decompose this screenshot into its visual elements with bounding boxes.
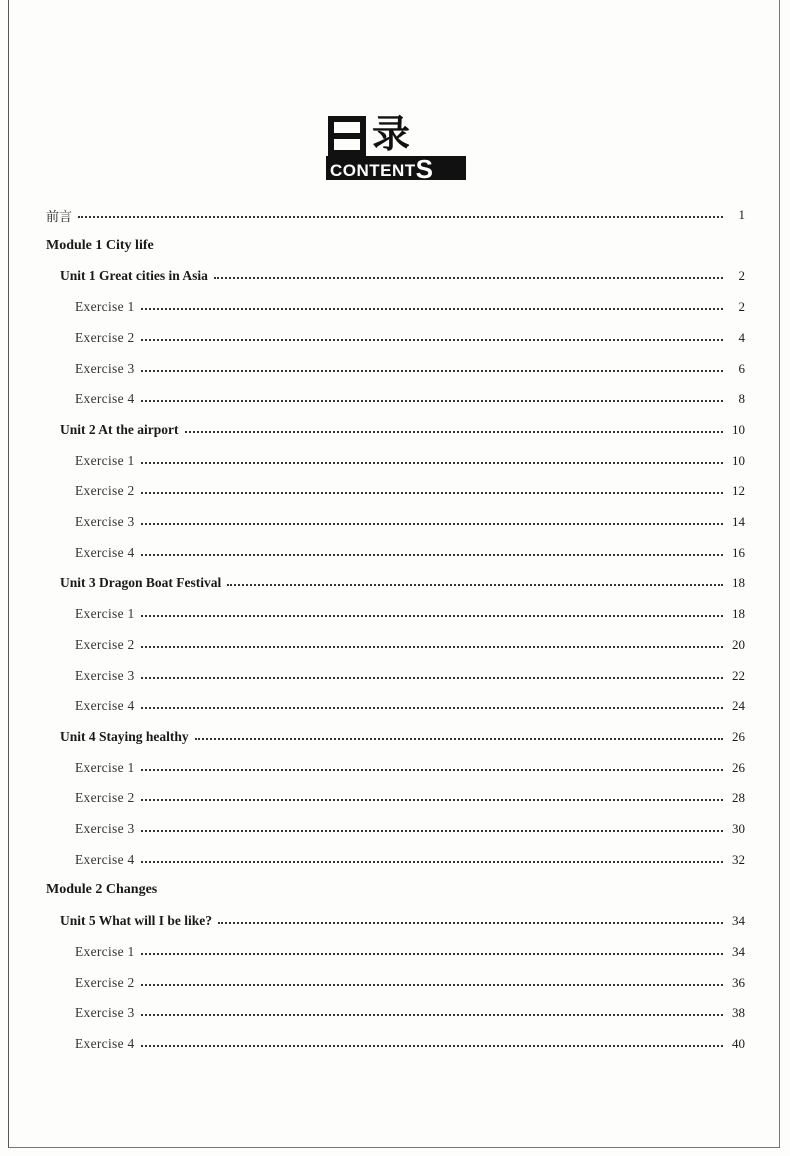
toc-row-ex [75, 634, 745, 656]
toc-label: 前言 [46, 209, 73, 225]
leader-dots [185, 431, 724, 433]
toc-label: Exercise 1 [75, 453, 135, 468]
page-number: 28 [732, 790, 745, 805]
toc-row-ex [75, 941, 745, 963]
toc-label: Exercise 1 [75, 760, 135, 775]
toc-label: Exercise 2 [75, 637, 135, 652]
toc-label: Exercise 1 [75, 606, 135, 621]
toc-row-ex [75, 757, 745, 779]
contents-banner: CONTENTS [326, 156, 466, 180]
toc-label: Exercise 2 [75, 790, 135, 805]
toc-label: Exercise 3 [75, 361, 135, 376]
page-number: 26 [732, 729, 745, 744]
toc-row-ex [75, 480, 745, 502]
leader-dots [141, 400, 723, 402]
page-number: 18 [732, 575, 745, 590]
toc-row-ex [75, 603, 745, 625]
toc-row-ex [75, 1002, 745, 1024]
title-char-mu [328, 116, 366, 156]
page-number: 20 [732, 637, 745, 652]
leader-dots [141, 370, 723, 372]
toc-row-unit [60, 572, 745, 594]
leader-dots [78, 216, 723, 218]
leader-dots [141, 799, 723, 801]
page-number: 10 [732, 422, 745, 437]
toc-label: Exercise 3 [75, 1005, 135, 1020]
toc-label: Exercise 1 [75, 299, 135, 314]
page-number: 14 [732, 514, 745, 529]
toc-row-unit [60, 726, 745, 748]
toc-label: Exercise 1 [75, 944, 135, 959]
leader-dots [141, 339, 723, 341]
leader-dots [141, 523, 723, 525]
toc-label: Exercise 4 [75, 391, 135, 406]
toc-row-ex [75, 358, 745, 380]
toc-row-pref [46, 204, 745, 226]
toc-row-unit [60, 910, 745, 932]
toc-label: Exercise 3 [75, 668, 135, 683]
toc-row-ex [75, 972, 745, 994]
toc-row-module [46, 879, 745, 901]
page-number: 22 [732, 668, 745, 683]
page-number: 10 [732, 453, 745, 468]
page-number: 18 [732, 606, 745, 621]
page-number: 38 [732, 1005, 745, 1020]
leader-dots [141, 830, 723, 832]
page-number: 16 [732, 545, 745, 560]
leader-dots [227, 584, 723, 586]
toc-row-unit [60, 419, 745, 441]
page-number: 1 [738, 207, 745, 222]
toc-label: Exercise 2 [75, 330, 135, 345]
toc-label: Exercise 2 [75, 483, 135, 498]
toc-label: Exercise 2 [75, 975, 135, 990]
toc-label: Exercise 4 [75, 852, 135, 867]
toc-label: Module 2 Changes [46, 882, 158, 897]
leader-dots [214, 277, 723, 279]
leader-dots [141, 769, 723, 771]
toc-row-ex [75, 511, 745, 533]
page-number: 32 [732, 852, 745, 867]
page-number: 4 [738, 330, 745, 345]
leader-dots [141, 615, 723, 617]
page-number: 30 [732, 821, 745, 836]
toc-label: Exercise 4 [75, 1036, 135, 1051]
toc-label: Unit 2 At the airport [60, 422, 179, 437]
toc-row-module [46, 235, 745, 257]
page-number: 2 [738, 268, 745, 283]
leader-dots [141, 984, 723, 986]
page-number: 12 [732, 483, 745, 498]
leader-dots [141, 492, 723, 494]
toc-row-ex [75, 818, 745, 840]
page-number: 24 [732, 698, 745, 713]
leader-dots [141, 677, 723, 679]
toc-row-ex [75, 542, 745, 564]
leader-dots [141, 554, 723, 556]
toc-label: Exercise 3 [75, 514, 135, 529]
toc-row-ex [75, 665, 745, 687]
toc-label: Exercise 4 [75, 545, 135, 560]
toc-row-ex [75, 296, 745, 318]
toc-row-ex [75, 787, 745, 809]
toc-row-ex [75, 450, 745, 472]
page-number: 8 [738, 391, 745, 406]
toc-label: Module 1 City life [46, 238, 154, 253]
toc-label: Exercise 3 [75, 821, 135, 836]
contents-logo [324, 112, 466, 182]
leader-dots [218, 922, 723, 924]
page-number: 34 [732, 944, 745, 959]
leader-dots [195, 738, 723, 740]
leader-dots [141, 1045, 723, 1047]
leader-dots [141, 646, 723, 648]
page-number: 26 [732, 760, 745, 775]
toc-row-ex [75, 695, 745, 717]
leader-dots [141, 462, 723, 464]
page-number: 2 [738, 299, 745, 314]
toc-label: Unit 5 What will I be like? [60, 913, 213, 928]
leader-dots [141, 1014, 723, 1016]
page-number: 6 [738, 361, 745, 376]
toc-row-unit [60, 265, 745, 287]
toc-row-ex [75, 388, 745, 410]
page-number: 36 [732, 975, 745, 990]
toc-label: Unit 3 Dragon Boat Festival [60, 575, 222, 590]
page-number: 40 [732, 1036, 745, 1051]
leader-dots [141, 953, 723, 955]
toc-label: Exercise 4 [75, 698, 135, 713]
leader-dots [141, 308, 723, 310]
leader-dots [141, 861, 723, 863]
toc-label: Unit 1 Great cities in Asia [60, 268, 208, 283]
leader-dots [141, 707, 723, 709]
toc-row-ex [75, 1033, 745, 1055]
title-char-lu: 录 [372, 111, 411, 156]
toc-label: Unit 4 Staying healthy [60, 729, 189, 744]
toc-row-ex [75, 327, 745, 349]
toc-row-ex [75, 849, 745, 871]
page-number: 34 [732, 913, 745, 928]
